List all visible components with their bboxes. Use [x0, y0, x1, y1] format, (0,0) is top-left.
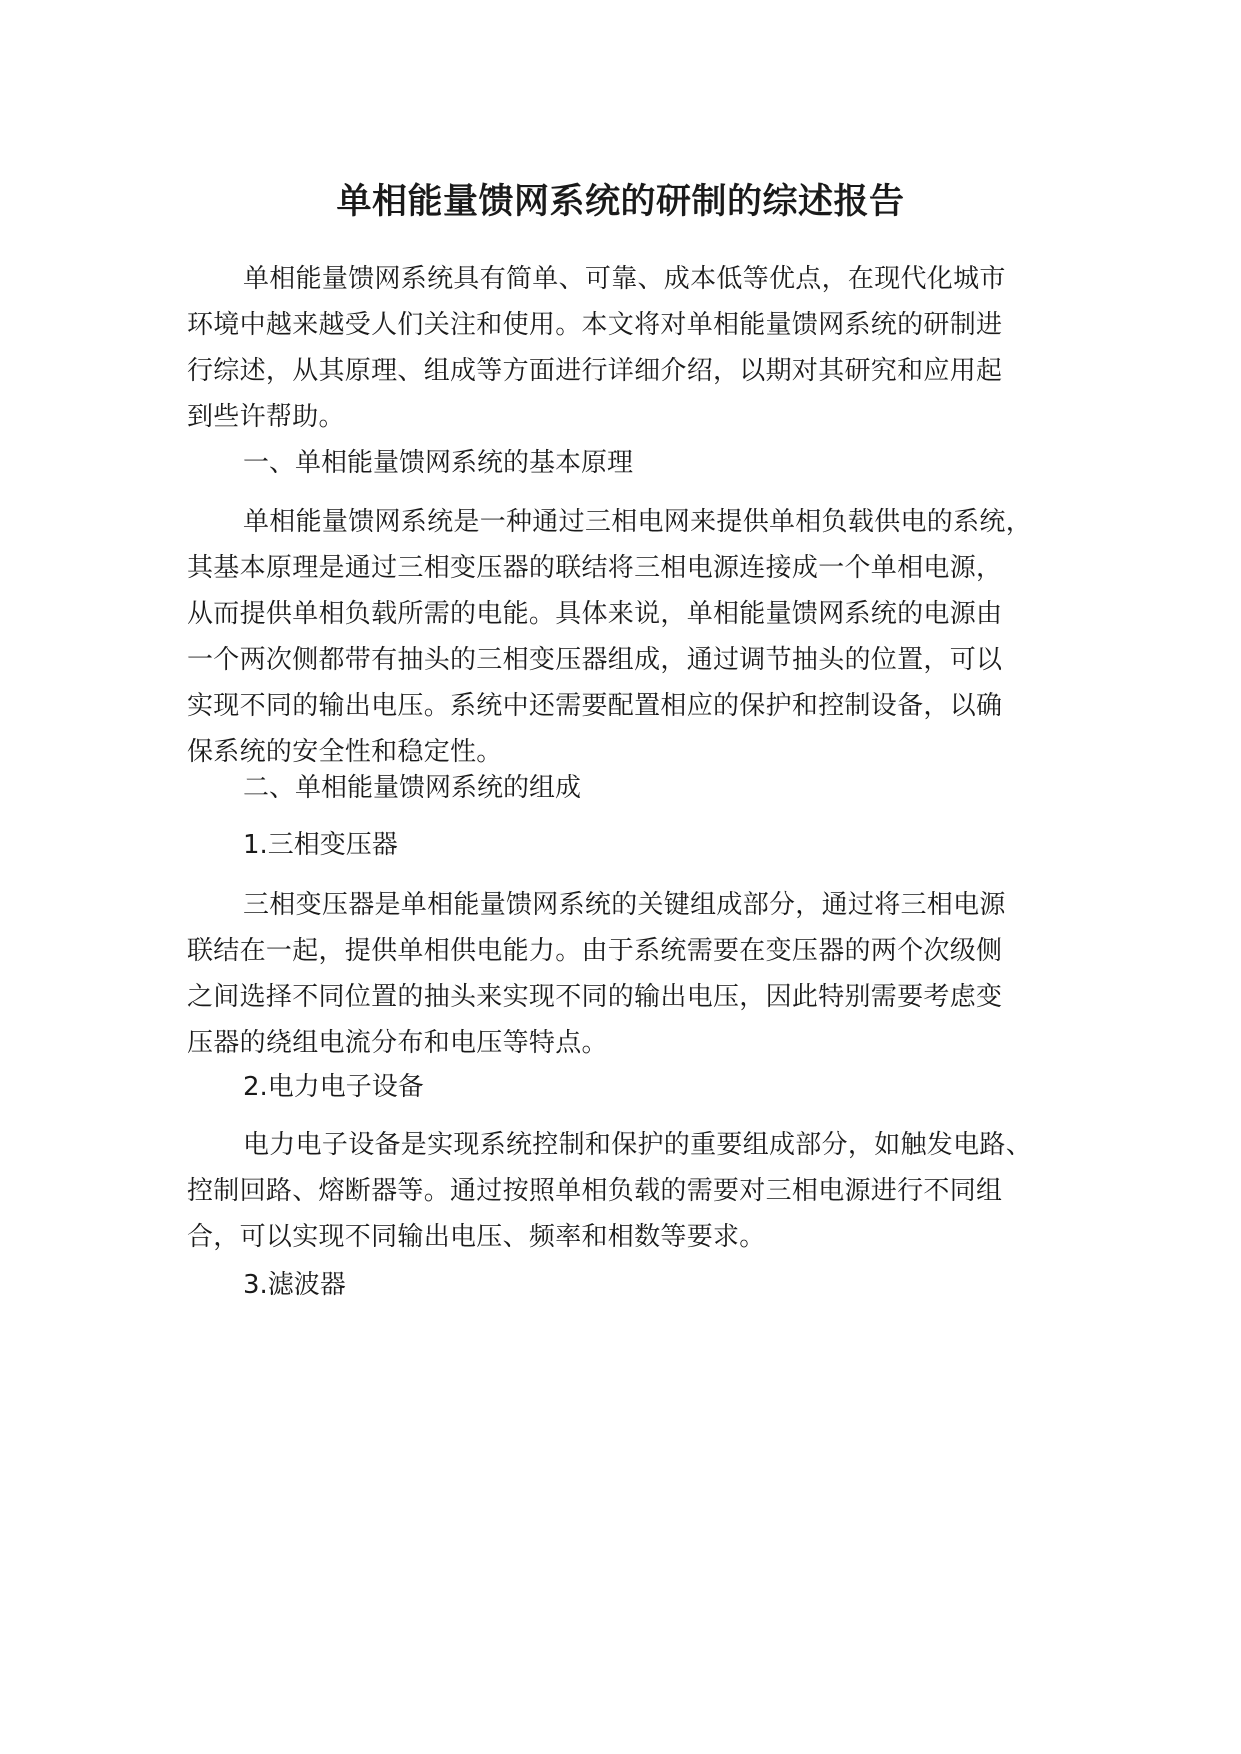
document-title: 单相能量馈网系统的研制的综述报告 — [336, 182, 905, 222]
paragraph-line: 其基本原理是通过三相变压器的联结将三相电源连接成一个单相电源， — [187, 553, 1003, 583]
paragraph-line: 环境中越来越受人们关注和使用。本文将对单相能量馈网系统的研制进 — [187, 310, 1003, 340]
power-electronics-paragraph — [187, 1122, 1037, 1260]
paragraph-line: 单相能量馈网系统具有简单、可靠、成本低等优点，在现代化城市 — [243, 264, 1006, 294]
paragraph-line: 电力电子设备是实现系统控制和保护的重要组成部分，如触发电路、 — [243, 1130, 1033, 1160]
paragraph-line: 保系统的安全性和稳定性。 — [187, 737, 503, 767]
section-heading-composition: 二、单相能量馈网系统的组成 — [243, 773, 582, 803]
section-heading-principle: 一、单相能量馈网系统的基本原理 — [243, 448, 634, 478]
paragraph-line: 压器的绕组电流分布和电压等特点。 — [187, 1028, 608, 1058]
paragraph-line: 一个两次侧都带有抽头的三相变压器组成，通过调节抽头的位置，可以 — [187, 645, 1003, 675]
subsection-heading-power-electronics: 2.电力电子设备 — [243, 1072, 424, 1102]
paragraph-line: 单相能量馈网系统是一种通过三相电网来提供单相负载供电的系统， — [243, 507, 1033, 537]
subsection-heading-filter: 3.滤波器 — [243, 1270, 346, 1300]
paragraph-line: 合，可以实现不同输出电压、频率和相数等要求。 — [187, 1222, 766, 1252]
paragraph-line: 控制回路、熔断器等。通过按照单相负载的需要对三相电源进行不同组 — [187, 1176, 1003, 1206]
paragraph-line: 之间选择不同位置的抽头来实现不同的输出电压，因此特别需要考虑变 — [187, 982, 1003, 1012]
principle-paragraph — [187, 499, 1037, 775]
paragraph-line: 到些许帮助。 — [187, 402, 345, 432]
transformer-paragraph — [187, 882, 1037, 1066]
paragraph-line: 行综述，从其原理、组成等方面进行详细介绍，以期对其研究和应用起 — [187, 356, 1003, 386]
paragraph-line: 从而提供单相负载所需的电能。具体来说，单相能量馈网系统的电源由 — [187, 599, 1003, 629]
intro-paragraph — [187, 256, 1037, 440]
paragraph-line: 联结在一起，提供单相供电能力。由于系统需要在变压器的两个次级侧 — [187, 936, 1003, 966]
paragraph-line: 实现不同的输出电压。系统中还需要配置相应的保护和控制设备，以确 — [187, 691, 1003, 721]
paragraph-line: 三相变压器是单相能量馈网系统的关键组成部分，通过将三相电源 — [243, 890, 1006, 920]
subsection-heading-transformer: 1.三相变压器 — [243, 830, 398, 860]
